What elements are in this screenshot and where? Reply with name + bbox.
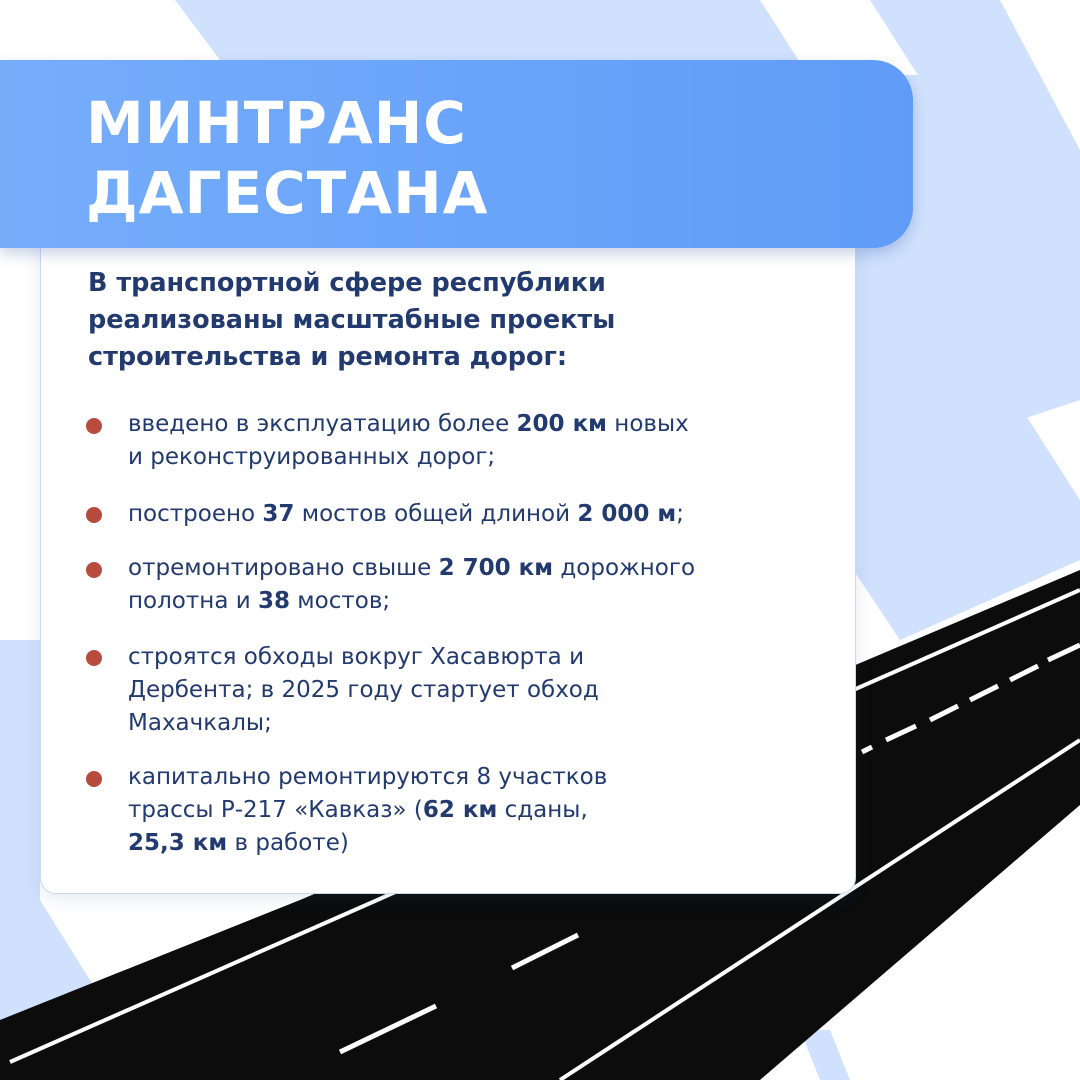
- title-line: ДАГЕСТАНА: [86, 159, 489, 227]
- list-item-text: строятся обходы вокруг Хасавюрта и Дербента; в 2025 году стартует обход Махачкалы;: [128, 644, 599, 736]
- bullet-icon: [86, 771, 102, 787]
- list-item-text: построено 37 мостов общей длиной 2 000 м;: [128, 501, 684, 527]
- intro-line: строительства и ремонта дорог:: [88, 342, 568, 372]
- title-line: МИНТРАНС: [86, 89, 467, 157]
- intro-line: реализованы масштабные проекты: [88, 305, 616, 335]
- bullet-icon: [86, 418, 102, 434]
- bullet-icon: [86, 562, 102, 578]
- bullet-icon: [86, 507, 102, 523]
- bullet-icon: [86, 650, 102, 666]
- list-item-text: введено в эксплуатацию более 200 км новых и реконструированных дорог;: [128, 411, 689, 470]
- intro-text: [88, 265, 788, 376]
- page-title: [86, 88, 489, 228]
- intro-line: В транспортной сфере республики: [88, 268, 606, 298]
- list-item-text: отремонтировано свыше 2 700 км дорожного полотна и 38 мостов;: [128, 555, 696, 614]
- list-item-text: капитально ремонтируются 8 участков трассы Р-217 «Кавказ» (62 км сданы, 25,3 км в работе): [128, 764, 608, 856]
